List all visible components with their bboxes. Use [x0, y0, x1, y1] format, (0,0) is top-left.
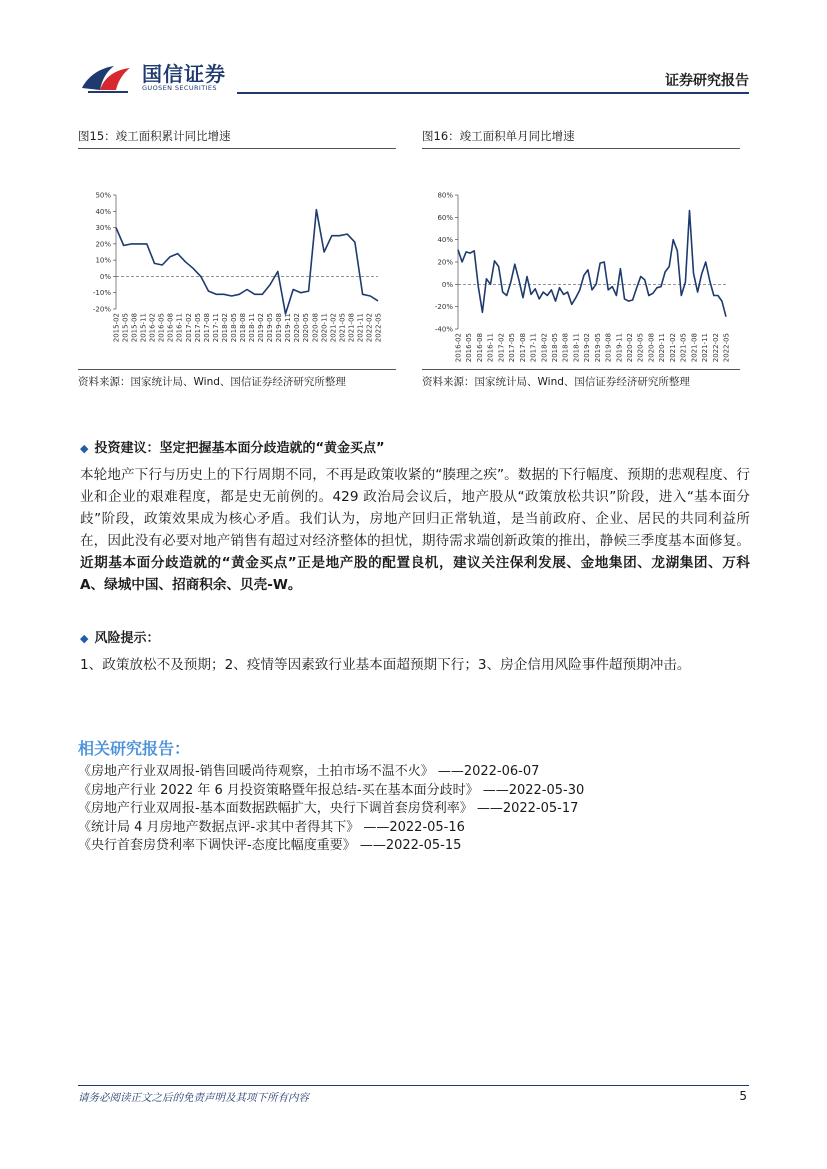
- x-tick-label: 2019-02: [257, 313, 266, 343]
- x-tick-label: 2021-08: [690, 333, 699, 363]
- x-tick-label: 2020-08: [647, 333, 656, 363]
- x-tick-label: 2021-08: [347, 313, 356, 343]
- x-tick-label: 2020-11: [658, 333, 667, 363]
- x-tick-label: 2021-11: [356, 313, 365, 343]
- x-tick-label: 2017-11: [529, 333, 538, 363]
- x-tick-label: 2020-08: [311, 313, 320, 343]
- x-tick-label: 2016-02: [454, 333, 463, 363]
- x-tick-label: 2019-08: [275, 313, 284, 343]
- x-tick-label: 2017-05: [193, 313, 202, 343]
- x-tick-label: 2017-08: [518, 333, 527, 363]
- chart-title-16: 图16：竣工面积单月同比增速: [422, 128, 740, 149]
- x-tick-label: 2018-02: [220, 313, 229, 343]
- x-tick-label: 2017-02: [184, 313, 193, 343]
- brand-name-en: GUOSEN SECURITIES: [142, 84, 217, 92]
- x-tick-label: 2016-11: [175, 313, 184, 343]
- x-tick-label: 2015-05: [121, 313, 130, 343]
- advice-heading: [80, 437, 385, 456]
- y-tick-label: 50%: [95, 191, 111, 200]
- chart-source-15: 资料来源：国家统计局、Wind、国信证券经济研究所整理: [78, 369, 396, 389]
- y-tick-label: 20%: [437, 258, 453, 267]
- x-tick-label: 2019-08: [604, 333, 613, 363]
- x-tick-label: 2018-08: [561, 333, 570, 363]
- x-tick-label: 2017-02: [497, 333, 506, 363]
- series-line: [116, 210, 378, 314]
- x-tick-label: 2021-02: [668, 333, 677, 363]
- y-tick-label: -40%: [434, 325, 453, 334]
- related-reports-list: [78, 763, 758, 856]
- advice-heading-text: 投资建议：坚定把握基本面分歧造就的“黄金买点”: [94, 441, 385, 456]
- y-tick-label: -20%: [92, 305, 111, 314]
- x-tick-label: 2021-05: [679, 333, 688, 363]
- x-tick-label: 2019-05: [593, 333, 602, 363]
- y-tick-label: -10%: [92, 289, 111, 298]
- x-tick-label: 2016-02: [148, 313, 157, 343]
- risk-heading-text: 风险提示：: [94, 631, 160, 646]
- related-reports-title: 相关研究报告：: [78, 739, 191, 758]
- related-report-item[interactable]: 《统计局 4 月房地产数据点评-求其中者得其下》 ——2022-05-16: [78, 819, 465, 835]
- diamond-bullet-icon: ◆: [80, 442, 89, 455]
- x-tick-label: 2019-11: [615, 333, 624, 363]
- y-tick-label: 40%: [437, 236, 453, 245]
- x-tick-label: 2018-05: [550, 333, 559, 363]
- chart-source-16: 资料来源：国家统计局、Wind、国信证券经济研究所整理: [422, 369, 740, 389]
- x-tick-label: 2018-08: [238, 313, 247, 343]
- x-tick-label: 2016-08: [166, 313, 175, 343]
- chart-figure-15: [78, 128, 396, 389]
- x-tick-label: 2018-11: [572, 333, 581, 363]
- x-tick-label: 2021-11: [701, 333, 710, 363]
- x-tick-label: 2017-05: [508, 333, 517, 363]
- footer-disclaimer: 请务必阅读正文之后的免责声明及其项下所有内容: [78, 1092, 309, 1104]
- brand-name-cn: 国信证券: [142, 62, 226, 86]
- x-tick-label: 2020-05: [636, 333, 645, 363]
- x-tick-label: 2015-11: [139, 313, 148, 343]
- x-tick-label: 2020-02: [626, 333, 635, 363]
- x-tick-label: 2019-11: [284, 313, 293, 343]
- x-tick-label: 2019-05: [266, 313, 275, 343]
- x-tick-label: 2018-05: [229, 313, 238, 343]
- y-tick-label: 40%: [95, 207, 111, 216]
- y-tick-label: 60%: [437, 213, 453, 222]
- report-type-label: 证券研究报告: [665, 73, 749, 89]
- x-tick-label: 2016-11: [486, 333, 495, 363]
- y-tick-label: 0%: [441, 280, 453, 289]
- advice-recommendation: 近期基本面分歧造就的“黄金买点”正是地产股的配置良机，建议关注保利发展、金地集团、龙湖集团、万科 A、绿城中国、招商积余、贝壳-W。: [80, 555, 750, 593]
- y-tick-label: 80%: [437, 191, 453, 200]
- x-tick-label: 2022-02: [711, 333, 720, 363]
- x-tick-label: 2017-11: [211, 313, 220, 343]
- x-tick-label: 2020-05: [302, 313, 311, 343]
- x-tick-label: 2018-02: [540, 333, 549, 363]
- chart-figure-16: [422, 128, 740, 389]
- related-report-item[interactable]: 《房地产行业双周报-销售回暖尚待观察，土拍市场不温不火》 ——2022-06-07: [78, 764, 540, 779]
- x-tick-label: 2019-02: [583, 333, 592, 363]
- x-tick-label: 2020-02: [293, 313, 302, 343]
- advice-text: 本轮地产下行与历史上的下行周期不同，不再是政策收紧的“腠理之疾”。数据的下行幅度、预期的悲观程度、行业和企业的艰难程度，都是史无前例的。429 政治局会议后，地产股从“政策放松共识”阶段，进入“基本面分歧”阶段，政策效果成为核心矛盾。我们认为，房地产回归正常轨道，是当前政府、企业、居民的共同利益所在，因此没有必要对地产销售有超过对经济整体的担忧，期待需求端创新政策的推出，静候三季度基本面修复。: [80, 467, 750, 549]
- risk-paragraph: 1、政策放松不及预期；2、疫情等因素致行业基本面超预期下行；3、房企信用风险事件超预期冲击。: [80, 657, 691, 673]
- chart-16-plot: [422, 151, 748, 369]
- page-number: 5: [739, 1089, 747, 1103]
- footer-divider: [78, 1085, 749, 1086]
- y-tick-label: 30%: [95, 224, 111, 233]
- x-tick-label: 2021-05: [338, 313, 347, 343]
- y-tick-label: 20%: [95, 240, 111, 249]
- x-tick-label: 2022-05: [374, 313, 383, 343]
- guosen-logo-icon: [78, 58, 138, 98]
- x-tick-label: 2022-05: [722, 333, 731, 363]
- header-divider: [237, 92, 749, 94]
- x-tick-label: 2015-02: [112, 313, 121, 343]
- y-tick-label: 0%: [99, 272, 111, 281]
- related-report-item[interactable]: 《房地产行业双周报-基本面数据跌幅扩大，央行下调首套房贷利率》 ——2022-05-17: [78, 801, 579, 817]
- x-tick-label: 2016-05: [157, 313, 166, 343]
- x-tick-label: 2015-08: [130, 313, 139, 343]
- y-tick-label: 10%: [95, 256, 111, 265]
- x-tick-label: 2018-11: [248, 313, 257, 343]
- y-tick-label: -20%: [434, 303, 453, 312]
- chart-title-15: 图15：竣工面积累计同比增速: [78, 128, 396, 149]
- x-tick-label: 2016-05: [465, 333, 474, 363]
- x-tick-label: 2022-02: [365, 313, 374, 343]
- series-line: [458, 211, 726, 317]
- advice-paragraph: [80, 464, 750, 596]
- x-tick-label: 2016-08: [475, 333, 484, 363]
- risk-heading: [80, 627, 159, 646]
- related-report-item[interactable]: 《房地产行业 2022 年 6 月投资策略暨年报总结-买在基本面分歧时》 ——2022-05-30: [78, 782, 585, 798]
- x-tick-label: 2017-08: [202, 313, 211, 343]
- diamond-bullet-icon: ◆: [80, 632, 89, 645]
- x-tick-label: 2020-11: [320, 313, 329, 343]
- page-header: [0, 0, 827, 100]
- related-report-item[interactable]: 《央行首套房贷利率下调快评-态度比幅度重要》 ——2022-05-15: [78, 838, 462, 854]
- x-tick-label: 2021-02: [329, 313, 338, 343]
- chart-15-plot: [78, 151, 396, 369]
